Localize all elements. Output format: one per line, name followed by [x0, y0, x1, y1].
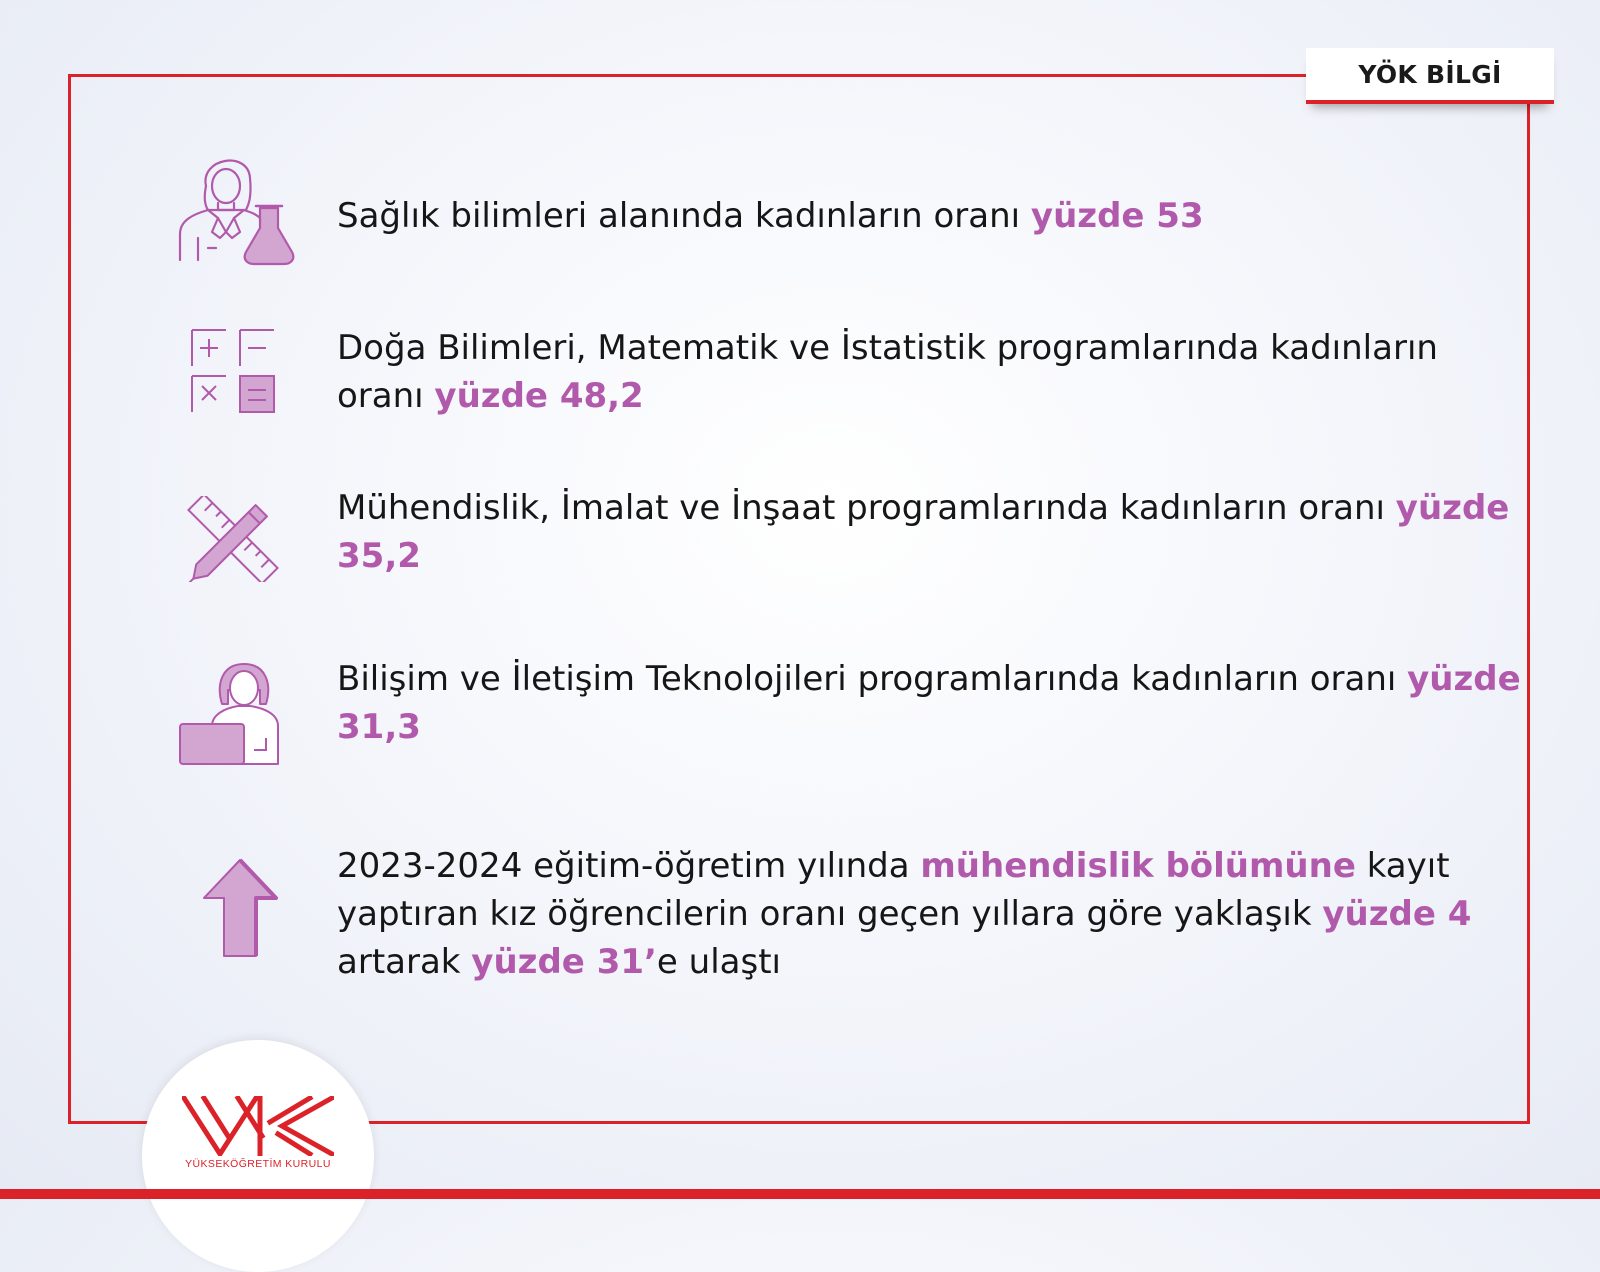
- up-arrow-icon: [200, 858, 280, 967]
- math-operators-icon: [178, 328, 278, 419]
- item-text-main: Sağlık bilimleri alanında kadınların oranı: [337, 196, 1031, 236]
- woman-scientist-icon: [178, 148, 298, 273]
- yok-bilgi-badge: YÖK BİLGİ: [1306, 48, 1554, 104]
- ruler-pencil-icon: [178, 496, 288, 587]
- item-text: [337, 655, 1527, 751]
- item-highlight: yüzde 48,2: [434, 376, 644, 416]
- yok-logo: [142, 1040, 374, 1272]
- item-text-main: e ulaştı: [656, 942, 781, 982]
- item-highlight: yüzde 53: [1030, 196, 1204, 236]
- item-highlight: mühendislik bölümüne: [920, 846, 1356, 886]
- item-text-main: kayıt yaptıran kız öğrencilerin oranı geçen yıllara göre yaklaşık: [337, 846, 1450, 934]
- item-text-main: Mühendislik, İmalat ve İnşaat programlarında kadınların oranı: [337, 488, 1396, 528]
- logo-text: YÜKSEKÖĞRETİM KURULU: [185, 1158, 331, 1170]
- yok-logo-mark: [182, 1096, 334, 1156]
- item-highlight: yüzde 31’: [471, 942, 657, 982]
- item-highlight: yüzde 35,2: [337, 488, 1510, 576]
- item-text-main: 2023-2024 eğitim-öğretim yılında: [337, 846, 921, 886]
- item-text: [337, 842, 1527, 986]
- item-text-main: Doğa Bilimleri, Matematik ve İstatistik programlarında kadınların oranı: [337, 328, 1438, 416]
- item-highlight: yüzde 4: [1322, 894, 1472, 934]
- item-text: [337, 324, 1527, 420]
- item-text: [337, 192, 1527, 240]
- item-text-main: Bilişim ve İletişim Teknolojileri programlarında kadınların oranı: [337, 659, 1408, 699]
- item-text-main: artarak: [337, 942, 472, 982]
- bottom-bar: [0, 1189, 1600, 1199]
- item-text: [337, 484, 1527, 580]
- item-highlight: yüzde 31,3: [337, 659, 1521, 747]
- woman-laptop-icon: [178, 660, 288, 771]
